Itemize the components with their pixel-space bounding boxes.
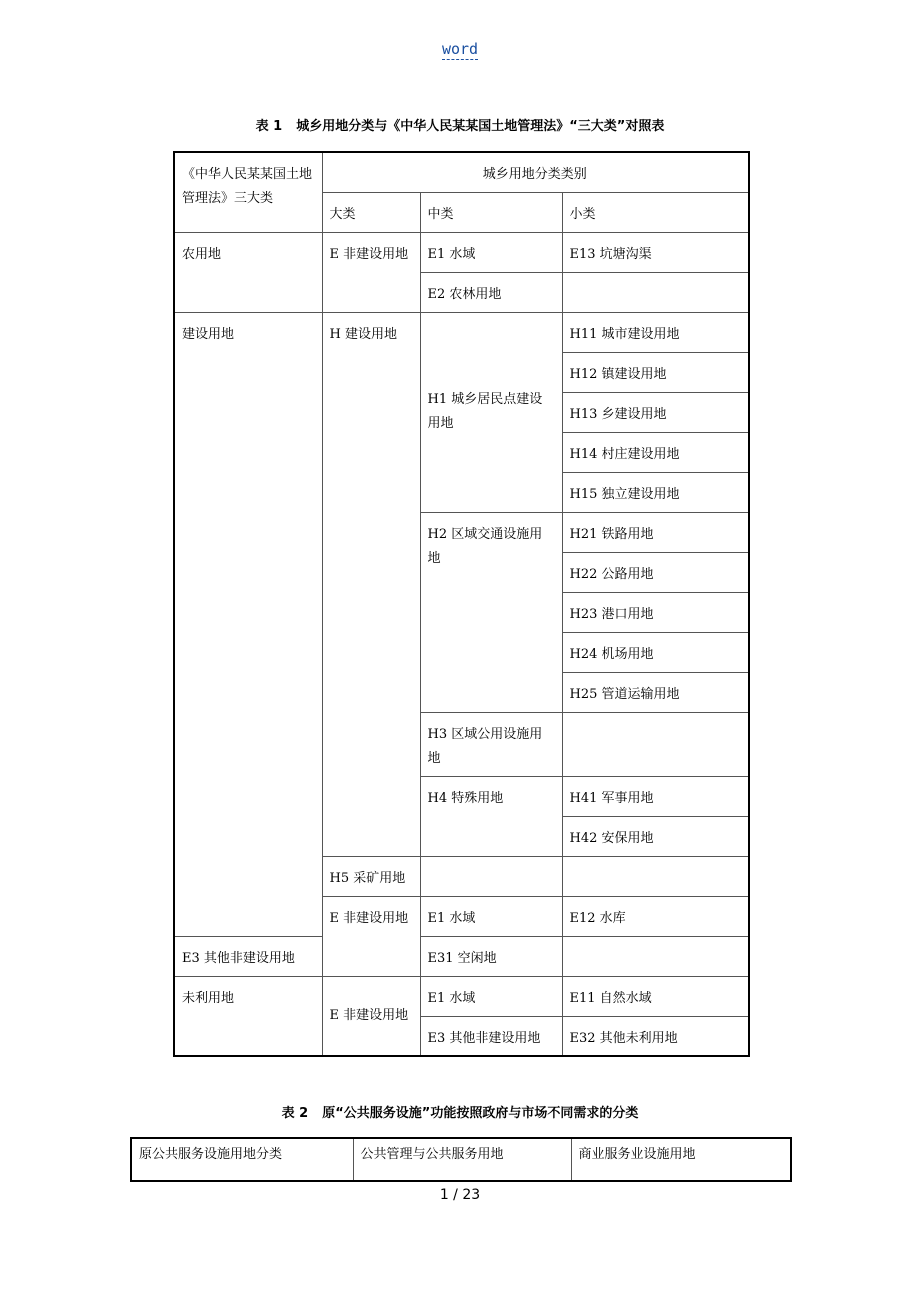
build-e12-cell: E12 水库 (562, 896, 749, 936)
h24-cell: H24 机场用地 (562, 632, 749, 672)
h4-cell: H4 特殊用地 (420, 776, 562, 856)
agri-land-cell: 农用地 (174, 232, 322, 312)
agri-e2-cell: E2 农林用地 (420, 272, 562, 312)
agri-e1-cell: E1 水域 (420, 232, 562, 272)
empty-cell (562, 272, 749, 312)
t2-col1-header: 原公共服务设施用地分类 (131, 1138, 353, 1181)
table2-caption (0, 1102, 920, 1121)
build-e1-cell: E1 水域 (420, 896, 562, 936)
h5-cell: H5 采矿用地 (322, 856, 420, 896)
land-classification-table (173, 151, 750, 1057)
agri-major-cell: E 非建设用地 (322, 232, 420, 312)
unused-e1-cell: E1 水域 (420, 976, 562, 1016)
build-land-cell: 建设用地 (174, 312, 322, 936)
unused-land-cell: 未利用地 (174, 976, 322, 1056)
h1-cell: H1 城乡居民点建设用地 (420, 312, 562, 512)
table1-caption-title: 城乡用地分类与《中华人民某某国土地管理法》“三大类”对照表 (296, 119, 665, 134)
empty-cell (562, 712, 749, 776)
h13-cell: H13 乡建设用地 (562, 392, 749, 432)
page-number: 1 / 23 (439, 1187, 481, 1203)
h25-cell: H25 管道运输用地 (562, 672, 749, 712)
h21-cell: H21 铁路用地 (562, 512, 749, 552)
build-major-cell: H 建设用地 (322, 312, 420, 856)
unused-e3-cell: E3 其他非建设用地 (420, 1016, 562, 1056)
t2-col3-header: 商业服务业设施用地 (571, 1138, 791, 1181)
build-e31-cell: E31 空闲地 (420, 936, 562, 976)
t2-col2-header: 公共管理与公共服务用地 (353, 1138, 571, 1181)
public-service-table (130, 1137, 792, 1182)
unused-e32-cell: E32 其他未利用地 (562, 1016, 749, 1056)
h23-cell: H23 港口用地 (562, 592, 749, 632)
col-major-header: 大类 (322, 192, 420, 232)
head-left-cell: 《中华人民某某国土地管理法》三大类 (174, 152, 322, 232)
h12-cell: H12 镇建设用地 (562, 352, 749, 392)
h14-cell: H14 村庄建设用地 (562, 432, 749, 472)
agri-e13-cell: E13 坑塘沟渠 (562, 232, 749, 272)
unused-major-cell: E 非建设用地 (322, 976, 420, 1056)
h2-cell: H2 区域交通设施用地 (420, 512, 562, 712)
table2-caption-title: 原“公共服务设施”功能按照政府与市场不同需求的分类 (322, 1106, 639, 1121)
h42-cell: H42 安保用地 (562, 816, 749, 856)
head-group-cell: 城乡用地分类类别 (322, 152, 749, 192)
h22-cell: H22 公路用地 (562, 552, 749, 592)
h41-cell: H41 军事用地 (562, 776, 749, 816)
h3-cell: H3 区域公用设施用地 (420, 712, 562, 776)
col-minor-header: 小类 (562, 192, 749, 232)
build-e3-cell: E3 其他非建设用地 (174, 936, 322, 976)
table1-caption-number: 表 1 (255, 119, 283, 134)
header-link[interactable]: word (441, 40, 479, 58)
page-header (0, 40, 920, 58)
table2-caption-number: 表 2 (281, 1106, 309, 1121)
h11-cell: H11 城市建设用地 (562, 312, 749, 352)
unused-e11-cell: E11 自然水域 (562, 976, 749, 1016)
build-e-major-cell: E 非建设用地 (322, 896, 420, 976)
col-mid-header: 中类 (420, 192, 562, 232)
empty-cell (420, 856, 562, 896)
h15-cell: H15 独立建设用地 (562, 472, 749, 512)
table1-caption (0, 115, 920, 134)
